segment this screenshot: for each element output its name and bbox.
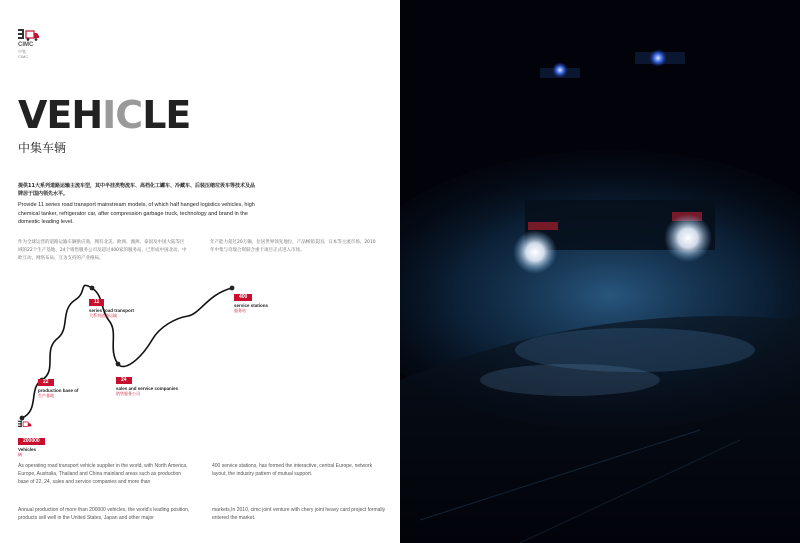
marker-label-cn: 辆: [18, 452, 22, 457]
marker-label: sales and service companies: [116, 386, 179, 391]
truck-icon: [18, 420, 32, 429]
paragraph-en-1: As operating road transport vehicle supplier in the world, with North America, Europe, Australia, Thailand and China mainland areas such as production base of 22, 24, sales and service companies and more than: [18, 463, 188, 486]
marker-label-cn: 服务站: [234, 308, 246, 313]
title-part-1: VEH: [18, 93, 103, 137]
title-part-2: IC: [102, 93, 143, 137]
paragraph-cn-left: 作为全球运营的道路运输车辆供应商，拥有北美、欧洲、澳洲、泰国及中国大陆等区域的22个生产基地、24个销售服务公司及超过400家的服务站，已形成中国北动、中欧互动、网络布局、互为支持的产业格局。: [18, 240, 187, 261]
photo-image: [400, 0, 800, 543]
marker-number: 200000: [18, 438, 45, 445]
marker-label-cn: 大系列道路运输: [89, 313, 117, 318]
night-truck-photo: [400, 0, 800, 543]
marker-number: 24: [116, 377, 132, 384]
marker-label: series road transport: [89, 308, 135, 313]
route-diagram: [0, 270, 300, 457]
marker-sales-companies: [116, 368, 178, 396]
cimc-logo: [18, 28, 48, 59]
page-subtitle-cn: 中集车辆: [18, 141, 67, 155]
intro-en: Provide 11 series road transport mainstream models, of which half hanged logistics vehicles, high chemical tanker, refrigerator car, after compression garbage truck, technology and brand in the domestic leading level.: [18, 202, 255, 226]
marker-label: Vehicles: [18, 447, 37, 452]
marker-production-base: [38, 370, 79, 398]
logo-name: CIMC: [18, 42, 34, 48]
marker-number: 11: [89, 299, 104, 306]
truck-logo-icon: [18, 28, 40, 42]
paragraph-cn-right: 年产能力超过20万辆，位居世界领先地位，产品畅销美国、日本等主流市场。2010年中集与奇瑞合资联合重卡项目正式进入市场。: [210, 240, 376, 253]
title-part-3: LE: [142, 93, 191, 137]
logo-sub: CIMC: [18, 54, 29, 59]
marker-series: [89, 290, 134, 318]
marker-service-stations: [234, 285, 268, 313]
marker-label-cn: 生产基地: [38, 393, 54, 398]
marker-label: service stations: [234, 303, 269, 308]
intro-cn: 提供11大系列道路运输主流车型，其中半挂类物流车、高档化工罐车、冷藏车、后装压缩垃圾车等技术及品牌居于国内领先水平。: [18, 183, 255, 197]
marker-number: 400: [234, 294, 252, 301]
logo-cn: 中集: [18, 49, 26, 54]
marker-label: production base of: [38, 388, 79, 393]
paragraph-en-4: markets,In 2010, cimc joint venture with chery joint heavy card project formally entered the market.: [212, 507, 386, 522]
marker-number: 22: [38, 379, 54, 386]
paragraph-en-3: Annual production of more than 200000 vehicles, the world's leading position, products sell well in the United States, Japan and other major: [18, 507, 190, 522]
marker-vehicles: [18, 420, 45, 457]
paragraph-en-2: 400 service stations, has formed the interactive, central Europe, network layout, the industry pattern of mutual support.: [212, 463, 373, 478]
marker-label-cn: 销售服务公司: [116, 391, 140, 396]
page-title: [18, 95, 190, 135]
